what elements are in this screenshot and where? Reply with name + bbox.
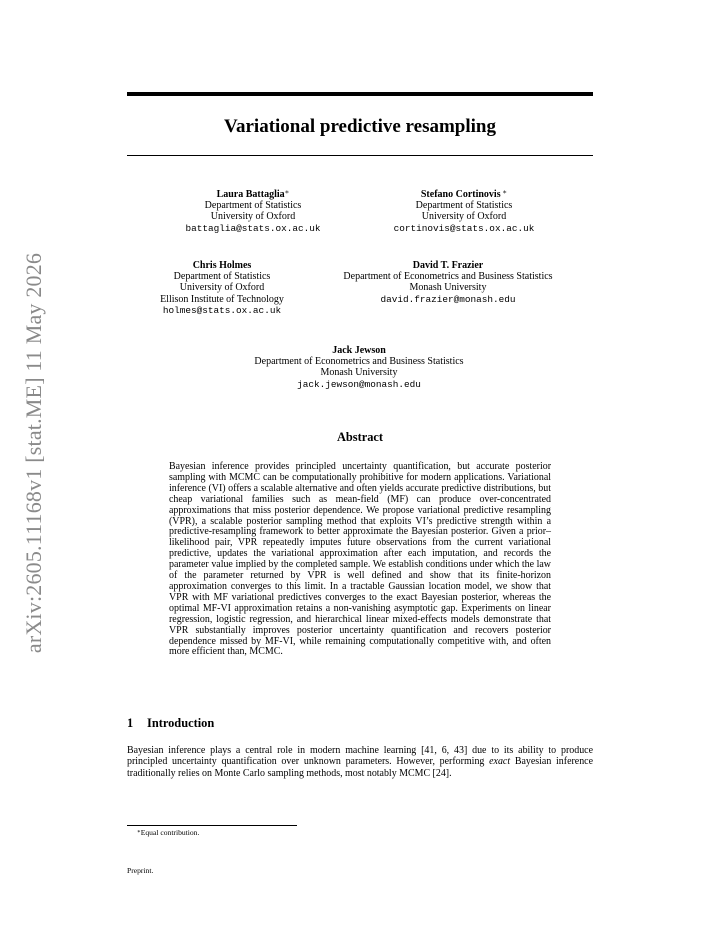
author-affiliation: Monash University (409, 282, 487, 294)
author-block (161, 189, 345, 234)
equal-contribution-mark: ∗ (500, 188, 508, 196)
author-block (132, 260, 312, 316)
equal-contribution-mark: ∗ (284, 188, 290, 196)
author-affiliation: University of Oxford (210, 211, 296, 223)
footnote-rule (127, 825, 297, 826)
title-bottom-rule (127, 155, 593, 156)
author-email[interactable]: jack.jewson@monash.edu (297, 378, 421, 390)
author-email[interactable]: holmes@stats.ox.ac.uk (162, 304, 282, 316)
section-title: Introduction (147, 716, 215, 730)
intro-text: Bayesian inference plays a central role in modern machine learning [41, 6, 43] due to its ability to produce principled uncertainty quantification over unknown parameters. However, performing (127, 745, 593, 768)
author-name: Laura Battaglia (216, 189, 285, 200)
author-affiliation: Ellison Institute of Technology (160, 293, 284, 305)
author-affiliation: University of Oxford (179, 282, 265, 294)
footnote-mark: ∗ (137, 829, 141, 835)
arxiv-identifier: arXiv:2605.11168v1 [stat.ME] 11 May 2026 (21, 252, 46, 654)
preprint-label: Preprint. (127, 866, 154, 875)
author-name: Chris Holmes (192, 260, 252, 271)
author-affiliation: University of Oxford (421, 211, 507, 223)
author-affiliation: Monash University (320, 367, 398, 379)
author-email[interactable]: david.frazier@monash.edu (380, 293, 516, 305)
author-block (316, 260, 580, 305)
author-affiliation: Department of Econometrics and Business Statistics (343, 271, 553, 283)
paper-title: Variational predictive resampling (224, 116, 496, 137)
abstract-heading: Abstract (336, 430, 384, 444)
introduction-paragraph (127, 745, 593, 779)
author-name: Stefano Cortinovis (420, 189, 501, 200)
author-name: David T. Frazier (412, 260, 484, 271)
author-email[interactable]: battaglia@stats.ox.ac.uk (185, 222, 321, 234)
author-block (227, 345, 491, 390)
abstract-text: Bayesian inference provides principled uncertainty quantification, but accurate posterior sampling with MCMC can be computationally prohibitive for modern applications. Variational inference (VI) offers a scalable alternative and often yields accurate predictive distributions, but cheap variational families such as mean-field (MF) can produce over-concentrated approximations that miss posterior dependence. We propose variational predictive resampling (VPR), a scalable posterior sampling method that exploits VI’s predictive strength within a predictive-resampling framework to better approximate the Bayesian posterior. Given a prior–likelihood pair, VPR repeatedly imputes future observations from the current variational predictive, updates the variational approximation after each imputation, and records the parameter value implied by the completed sample. We establish conditions under which the law of the parameter returned by VPR is well defined and show that its finite-horizon approximation converges to this limit. In a tractable Gaussian location model, we show that VPR with MF variational predictives converges to the exact Bayesian posterior, whereas the optimal MF-VI approximation retains a non-vanishing asymptotic gap. Experiments on linear regression, logistic regression, and hierarchical linear mixed-effects models demonstrate that VPR substantially improves posterior uncertainty quantification and recovers posterior dependence missed by MF-VI, while remaining computationally competitive with, and often more efficient than, MCMC. (169, 461, 551, 658)
author-name: Jack Jewson (332, 345, 386, 356)
footnote (137, 828, 199, 837)
section-heading (127, 716, 214, 731)
author-affiliation: Department of Statistics (415, 200, 513, 212)
author-affiliation: Department of Statistics (204, 200, 302, 212)
intro-text: Bayesian inference traditionally relies on Monte Carlo sampling methods, most notably MCMC [24]. (127, 756, 594, 779)
author-affiliation: Department of Econometrics and Business Statistics (254, 356, 464, 368)
author-block (372, 189, 556, 234)
author-affiliation: Department of Statistics (173, 271, 271, 283)
author-email[interactable]: cortinovis@stats.ox.ac.uk (393, 222, 535, 234)
title-top-rule (127, 92, 593, 96)
intro-emphasis: exact (489, 756, 511, 768)
section-number: 1 (127, 716, 134, 730)
footnote-text: Equal contribution. (140, 828, 200, 837)
